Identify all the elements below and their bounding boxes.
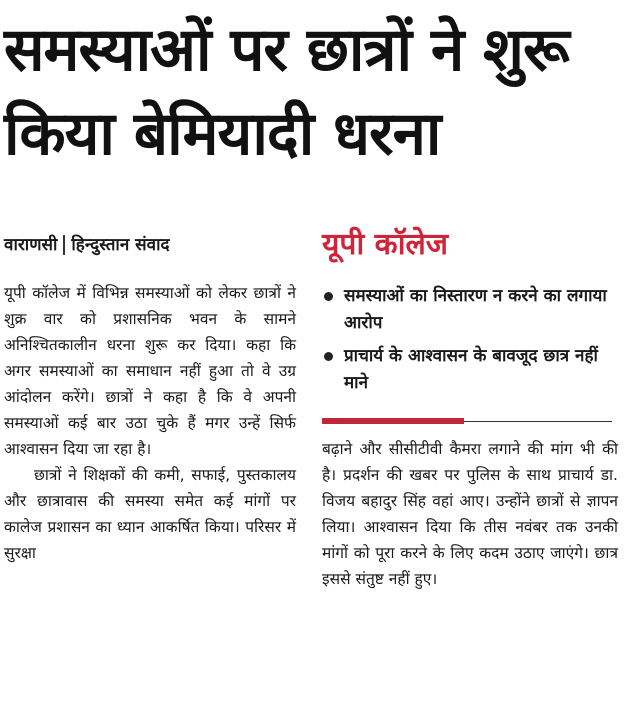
topic-tag: यूपी कॉलेज	[322, 227, 449, 262]
dateline-place: वाराणसी	[4, 235, 58, 255]
article-paragraph-1: यूपी कॉलेज में विभिन्न समस्याओं को लेकर छात्रों ने शुक्र वार को प्रशासनिक भवन के सामने अनिश्चितकालीन धरना शुरू कर दिया। कहा कि अगर समस्याओं का समाधान नहीं हुआ तो वे उग्र आंदोलन करेंगे। छात्रों ने कहा है कि वे अपनी समस्याओं कई बार उठा चुके हैं मगर उन्हें सिर्फ आश्वासन दिया जा रहा है।	[4, 284, 296, 458]
highlight-item	[322, 343, 622, 397]
highlight-item	[322, 283, 622, 337]
dateline-source: हिन्दुस्तान संवाद	[71, 235, 170, 255]
article-column-left	[4, 280, 296, 566]
dateline-separator	[63, 235, 65, 255]
highlight-text: प्राचार्य के आश्वासन के बावजूद छात्र नहीं माने	[344, 346, 598, 393]
article-column-right	[322, 436, 618, 592]
divider-rule	[464, 421, 612, 422]
highlight-text: समस्याओं का निस्तारण न करने का लगाया आरोप	[344, 286, 607, 333]
headline-line-2: किया बेमियादी धरना	[4, 99, 441, 169]
highlights-list	[322, 283, 622, 403]
article-paragraph-3: बढ़ाने और सीसीटीवी कैमरा लगाने की मांग भी की है। प्रदर्शन की खबर पर पुलिस के साथ प्राचार्य डा. विजय बहादुर सिंह वहां आए। उन्होंने छात्रों से ज्ञापन लिया। आश्वासन दिया कि तीस नवंबर तक उनकी मांगों को पूरा करने के लिए कदम उठाए जाएंगे। छात्र इससे संतुष्ट नहीं हुए।	[322, 440, 618, 588]
section-divider	[322, 418, 612, 424]
bullet-icon	[324, 292, 333, 301]
divider-accent	[322, 418, 464, 424]
article-paragraph-2: छात्रों ने शिक्षकों की कमी, सफाई, पुस्तकालय और छात्रावास की समस्या समेत कई मांगों पर कालेज प्रशासन का ध्यान आकर्षित किया। परिसर में सुरक्षा	[4, 466, 296, 562]
bullet-icon	[324, 352, 333, 361]
headline	[4, 8, 634, 176]
dateline	[4, 232, 170, 255]
headline-line-1: समस्याओं पर छात्रों ने शुरू	[4, 15, 569, 85]
